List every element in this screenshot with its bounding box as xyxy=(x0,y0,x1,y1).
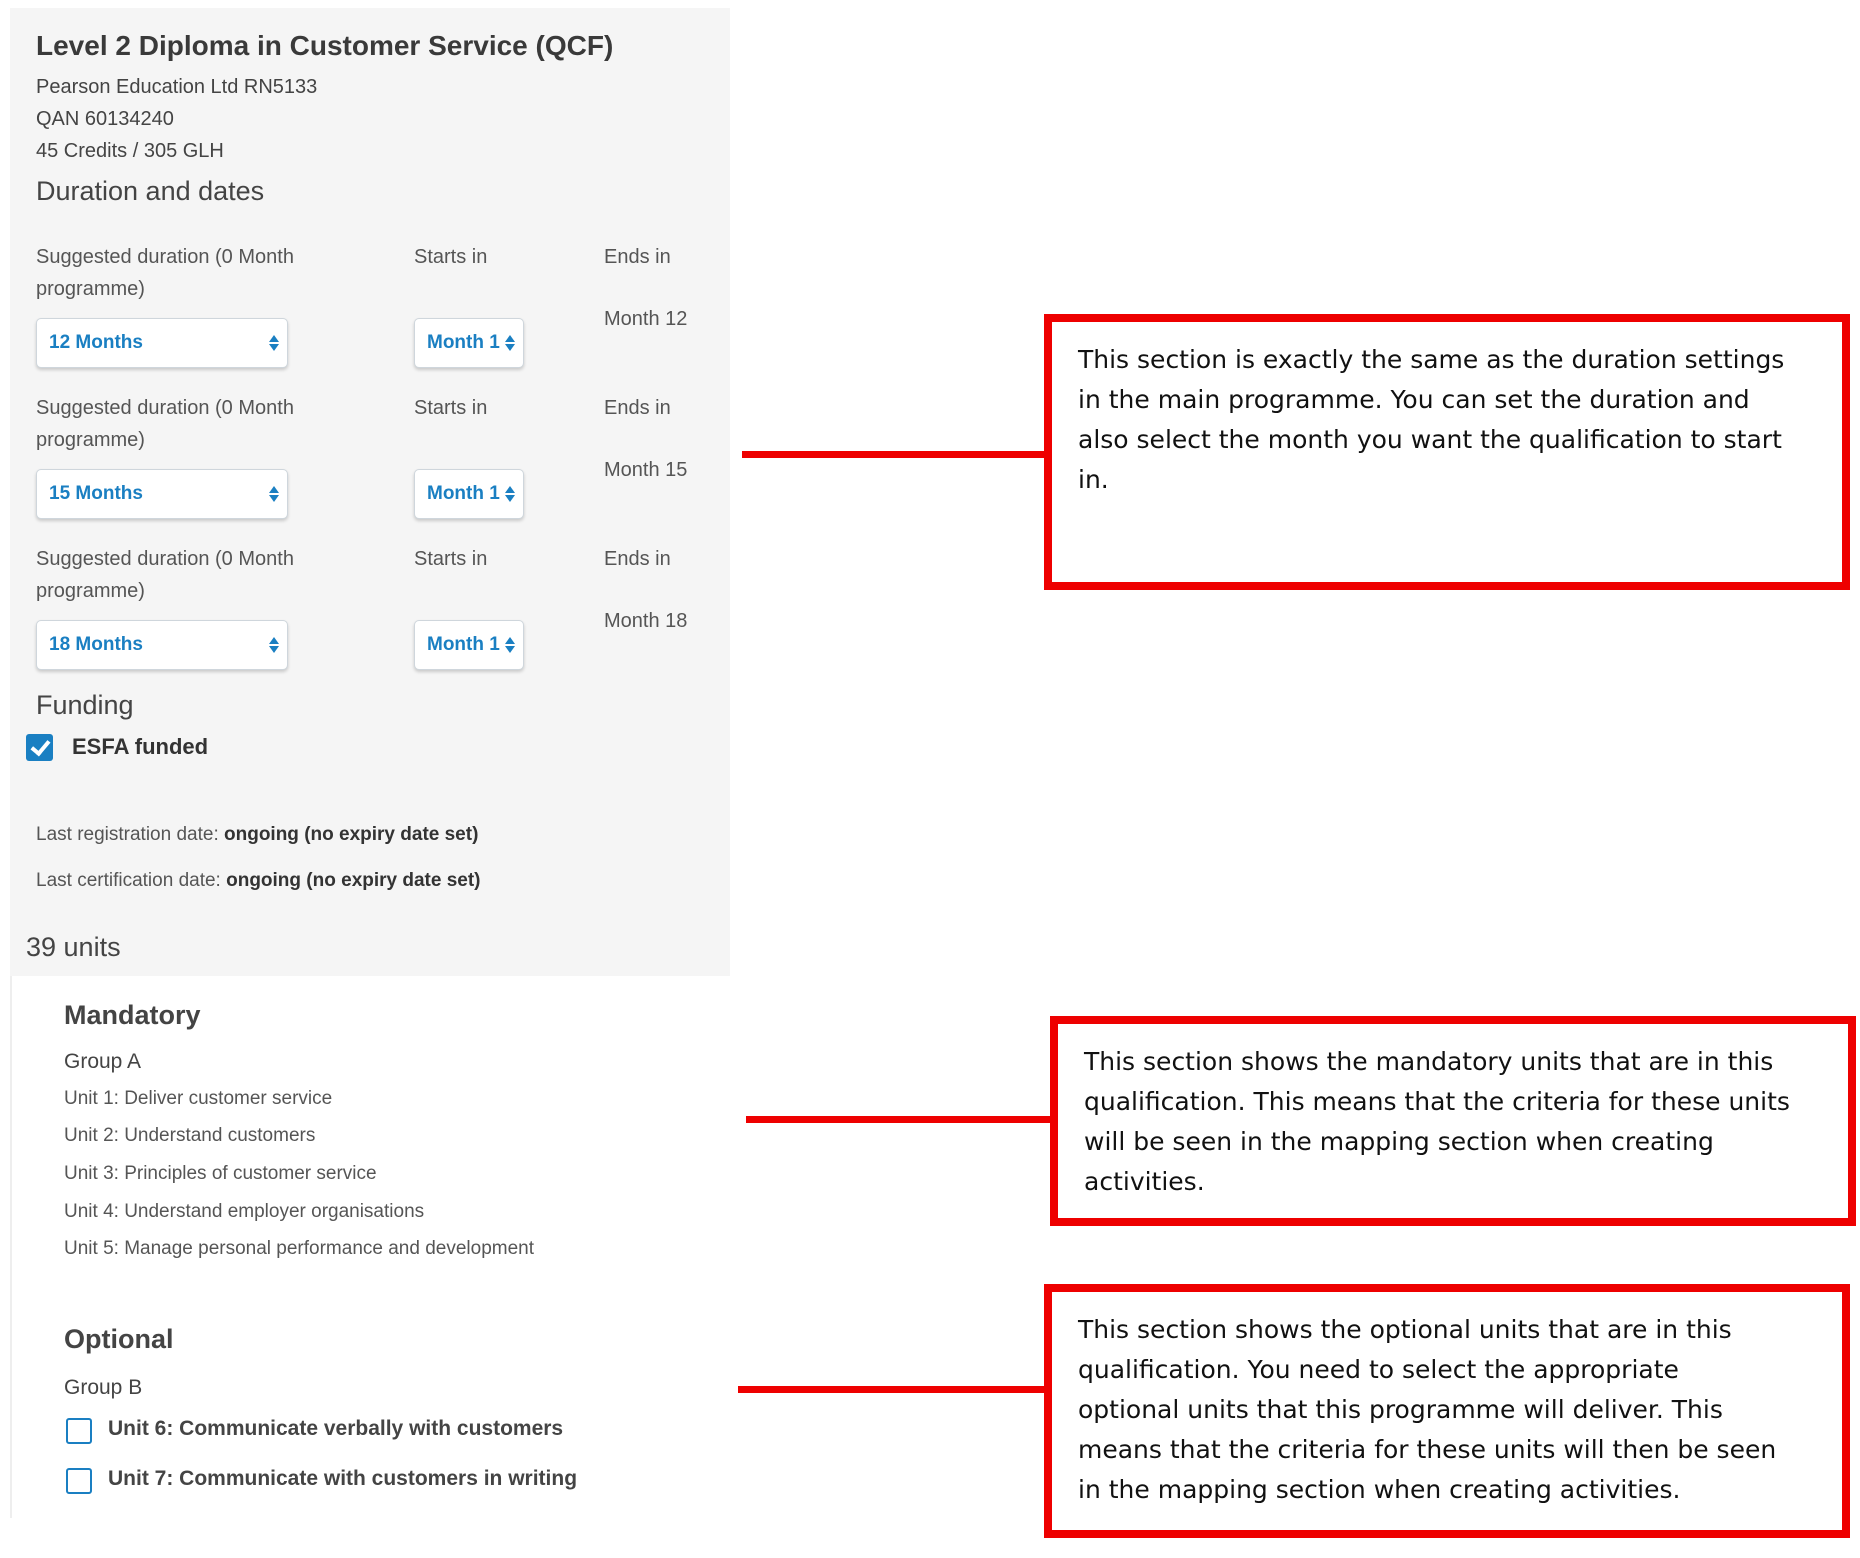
esfa-funded-label: ESFA funded xyxy=(72,734,209,759)
duration-label: Suggested duration (0 Month programme) xyxy=(36,548,294,602)
start-select-value: Month 1 xyxy=(427,634,500,655)
registration-date: Last registration date: ongoing (no expiry date set) xyxy=(36,824,479,845)
mandatory-unit: Unit 2: Understand customers xyxy=(64,1125,316,1146)
funding-heading: Funding xyxy=(36,690,134,720)
annotation-connector xyxy=(738,1386,1048,1393)
mandatory-unit: Unit 1: Deliver customer service xyxy=(64,1088,333,1109)
mandatory-group: Group A xyxy=(64,1050,142,1073)
annotation-mandatory: This section shows the mandatory units that are in this qualification. This means that the criteria for these units will be seen in the mapping section when creating activities. xyxy=(1050,1016,1856,1226)
unit-6-checkbox[interactable] xyxy=(66,1418,92,1444)
duration-label: Suggested duration (0 Month programme) xyxy=(36,397,294,451)
select-arrows-icon xyxy=(269,486,279,502)
start-select-value: Month 1 xyxy=(427,332,500,353)
mandatory-unit: Unit 3: Principles of customer service xyxy=(64,1163,377,1184)
units-panel xyxy=(10,976,730,1518)
duration-select-value: 12 Months xyxy=(49,332,143,353)
qualification-panel xyxy=(10,8,730,976)
select-arrows-icon xyxy=(505,637,515,653)
credits-glh: 45 Credits / 305 GLH xyxy=(36,140,224,162)
ends-value: Month 15 xyxy=(604,459,688,481)
esfa-funded-checkbox[interactable] xyxy=(26,734,53,761)
optional-group: Group B xyxy=(64,1376,143,1399)
ends-label: Ends in xyxy=(604,246,671,268)
starts-label: Starts in xyxy=(414,246,488,268)
awarding-body: Pearson Education Ltd RN5133 xyxy=(36,76,318,98)
duration-select[interactable] xyxy=(36,318,288,368)
mandatory-heading: Mandatory xyxy=(64,1000,201,1030)
ends-value: Month 12 xyxy=(604,308,688,330)
start-month-select[interactable] xyxy=(414,620,524,670)
optional-unit-label: Unit 7: Communicate with customers in writing xyxy=(108,1467,578,1490)
ends-value: Month 18 xyxy=(604,610,688,632)
annotation-connector xyxy=(746,1116,1052,1123)
duration-select[interactable] xyxy=(36,620,288,670)
starts-label: Starts in xyxy=(414,397,488,419)
select-arrows-icon xyxy=(269,335,279,351)
start-month-select[interactable] xyxy=(414,318,524,368)
qualification-title: Level 2 Diploma in Customer Service (QCF) xyxy=(36,30,614,61)
duration-select[interactable] xyxy=(36,469,288,519)
ends-label: Ends in xyxy=(604,397,671,419)
starts-label: Starts in xyxy=(414,548,488,570)
duration-label: Suggested duration (0 Month programme) xyxy=(36,246,294,300)
certification-date: Last certification date: ongoing (no expiry date set) xyxy=(36,870,481,891)
start-select-value: Month 1 xyxy=(427,483,500,504)
mandatory-unit: Unit 4: Understand employer organisations xyxy=(64,1201,425,1222)
annotation-duration: This section is exactly the same as the duration settings in the main programme. You can set the duration and also select the month you want the qualification to start in. xyxy=(1044,314,1850,590)
unit-7-checkbox[interactable] xyxy=(66,1468,92,1494)
select-arrows-icon xyxy=(505,486,515,502)
duration-select-value: 18 Months xyxy=(49,634,143,655)
annotation-optional: This section shows the optional units that are in this qualification. You need to select the appropriate optional units that this programme will deliver. This means that the criteria for these units will then be seen in the mapping section when creating activities. xyxy=(1044,1284,1850,1538)
ends-label: Ends in xyxy=(604,548,671,570)
select-arrows-icon xyxy=(269,637,279,653)
annotation-connector xyxy=(742,451,1046,458)
mandatory-unit: Unit 5: Manage personal performance and development xyxy=(64,1238,535,1259)
select-arrows-icon xyxy=(505,335,515,351)
qan-number: QAN 60134240 xyxy=(36,108,174,130)
duration-heading: Duration and dates xyxy=(36,176,265,206)
units-count: 39 units xyxy=(26,932,121,962)
optional-unit-label: Unit 6: Communicate verbally with customers xyxy=(108,1417,564,1440)
optional-heading: Optional xyxy=(64,1324,174,1354)
start-month-select[interactable] xyxy=(414,469,524,519)
duration-select-value: 15 Months xyxy=(49,483,143,504)
